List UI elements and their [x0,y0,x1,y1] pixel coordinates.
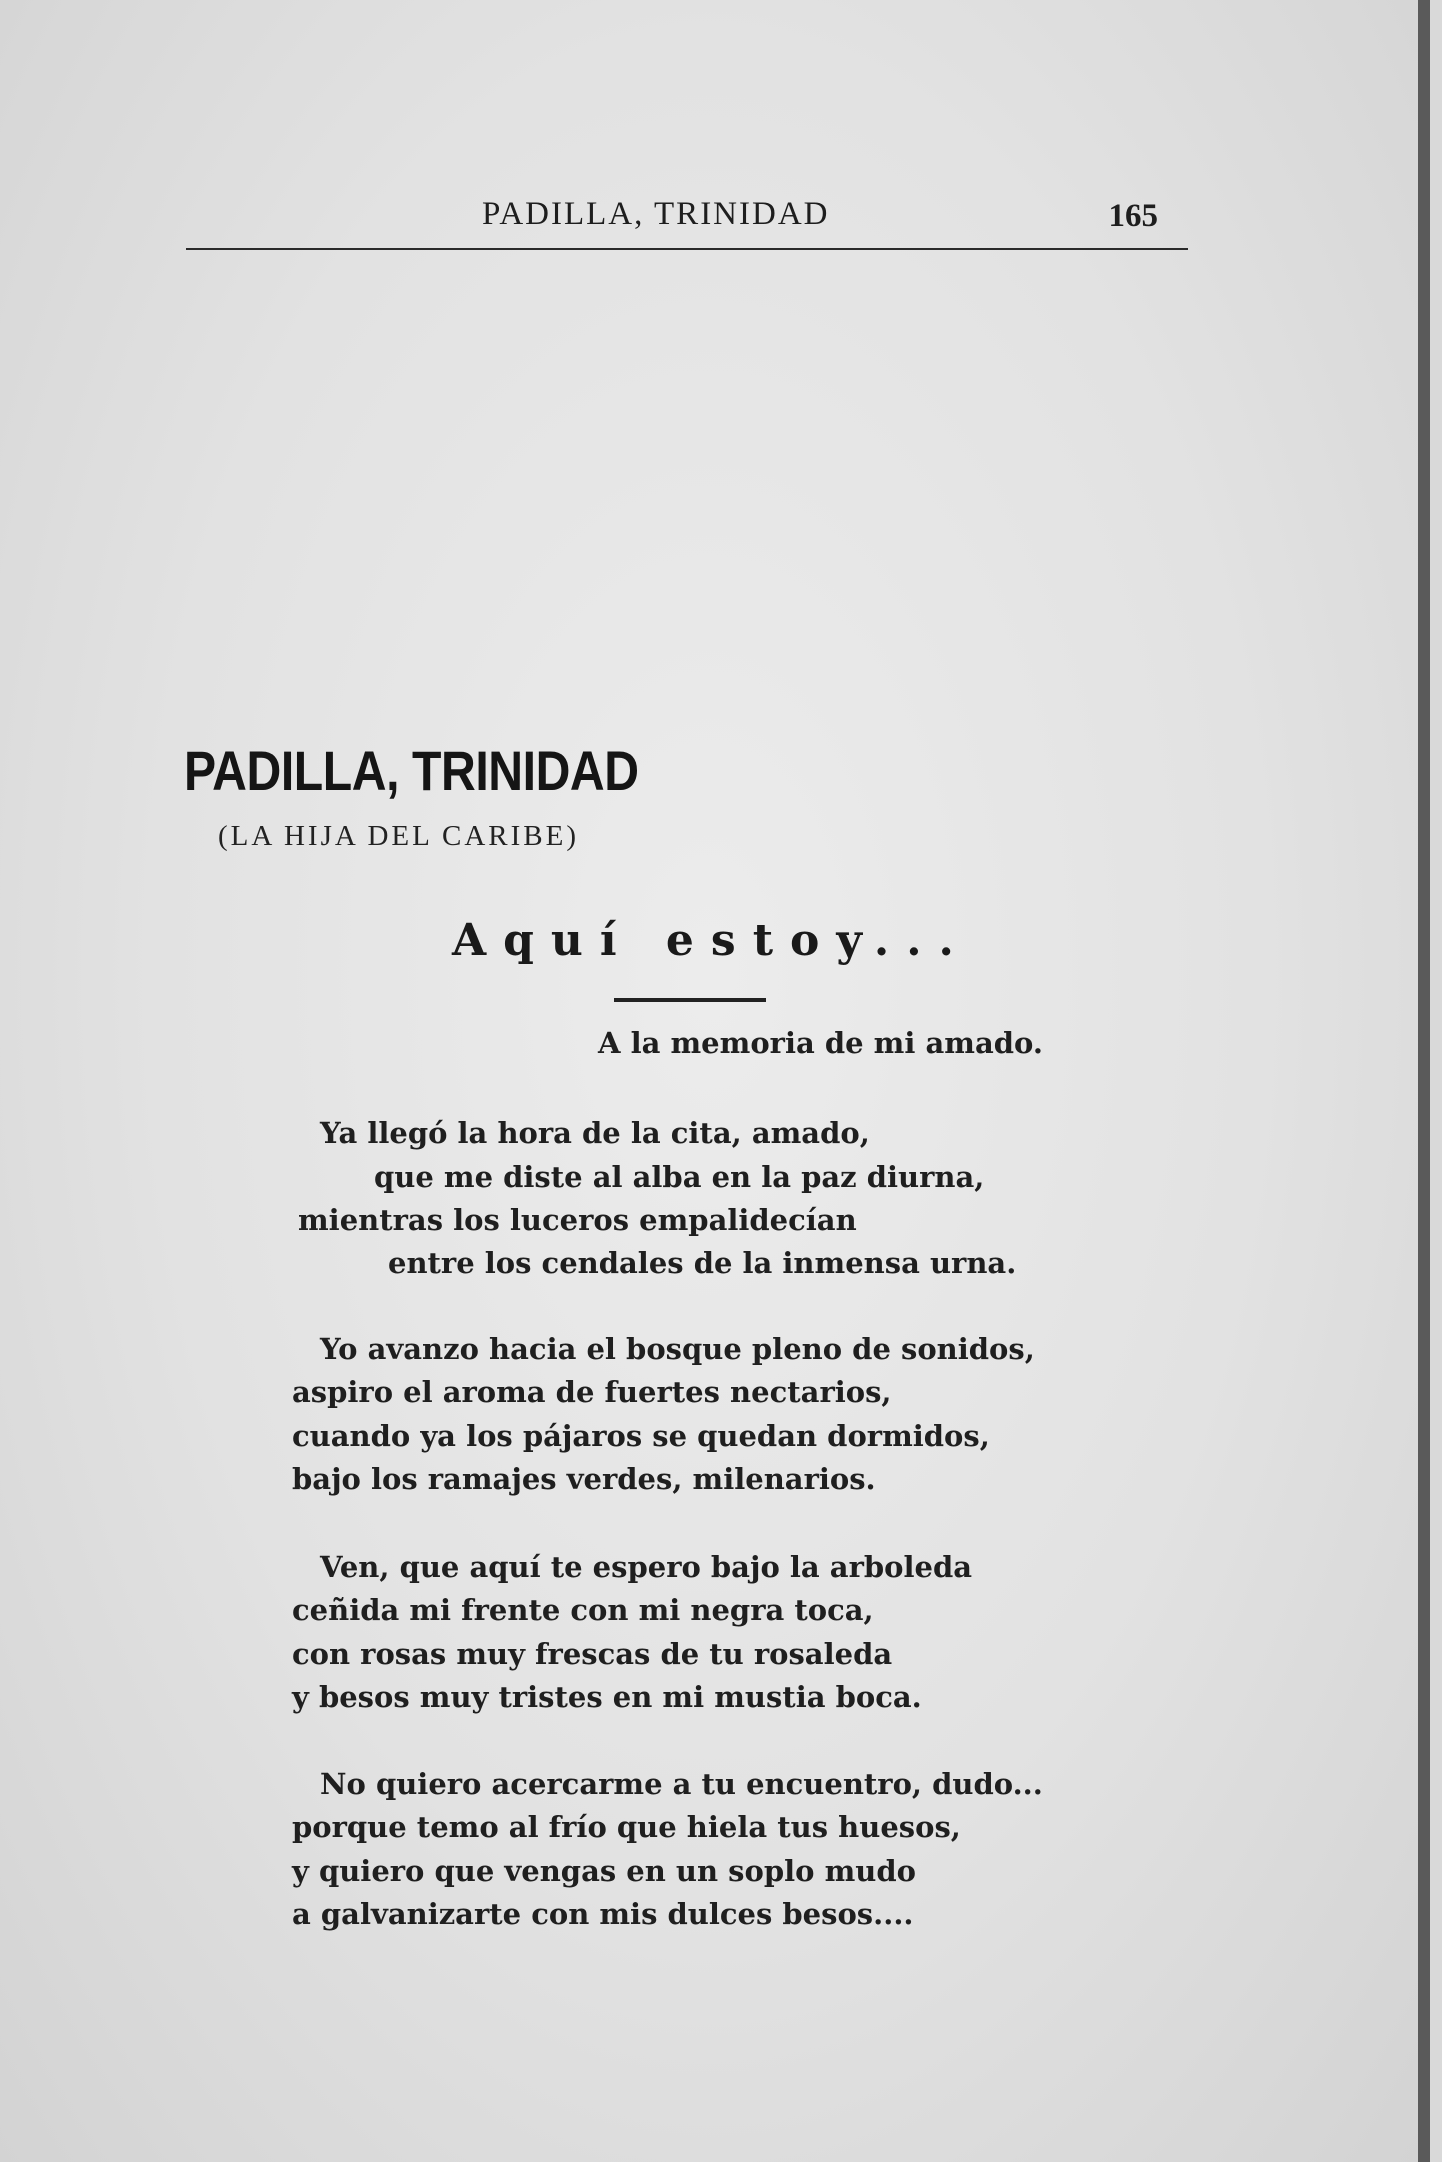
page-number: 165 [1108,198,1158,234]
poem-line: cuando ya los pájaros se quedan dormidos, [292,1419,990,1453]
poem-title: Aquí estoy... [452,915,971,966]
poem-line: Ya llegó la hora de la cita, amado, [320,1116,870,1150]
running-title: PADILLA, TRINIDAD [482,196,830,232]
poem-line: con rosas muy frescas de tu rosaleda [292,1637,893,1671]
poem-line: porque temo al frío que hiela tus huesos, [292,1810,961,1844]
poem-line: Ven, que aquí te espero bajo la arboleda [320,1550,973,1584]
poem-line: a galvanizarte con mis dulces besos.... [292,1897,914,1931]
running-head [186,196,1188,240]
poem-dedication: A la memoria de mi amado. [598,1026,1043,1060]
poem-line: entre los cendales de la inmensa urna. [388,1246,1017,1280]
header-rule [186,248,1188,250]
poem-line: y quiero que vengas en un soplo mudo [292,1854,916,1888]
poem-line: bajo los ramajes verdes, milenarios. [292,1462,876,1496]
author-name: PADILLA, TRINIDAD [184,739,639,802]
poem-line: aspiro el aroma de fuertes nectarios, [292,1375,892,1409]
poem-line: y besos muy tristes en mi mustia boca. [292,1680,922,1714]
title-rule [614,998,766,1002]
poem-line: ceñida mi frente con mi negra toca, [292,1593,874,1627]
poem-line: mientras los luceros empalidecían [298,1203,857,1237]
poem-line: Yo avanzo hacia el bosque pleno de sonidos, [320,1332,1035,1366]
poem-line: que me diste al alba en la paz diurna, [374,1160,985,1194]
author-pseudonym: (LA HIJA DEL CARIBE) [218,820,579,852]
poem-line: No quiero acercarme a tu encuentro, dudo... [320,1767,1043,1801]
